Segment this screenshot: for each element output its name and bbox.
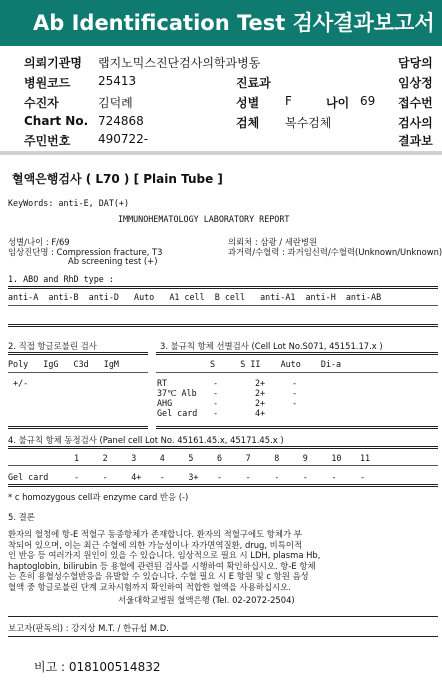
divider [156,372,438,373]
requester: 의뢰처 : 삼광 / 세란병원 [228,237,318,247]
sec5-title: 5. 결론 [8,512,35,522]
sec3-header: S S II Auto Di-a [210,359,342,369]
conclusion-line: 혈액 중 항글로불린 단계 교차시험까지 확인하여 적합한 혈액을 사용하십시오. [8,581,291,592]
conclusion-line: 는 흔히 용혈성수혈반응을 유발할 수 있습니다. 수혈 필요 시 E 항원 및 c 항원 음성 [8,571,309,581]
sec3-cell: - [292,398,298,408]
sec1-header: anti-A anti-B anti-D Auto A1 cell B cell anti-A1 anti-H anti-AB [8,292,382,302]
value-age: 69 [360,94,376,108]
sec4-value: 3+ [188,472,199,482]
sec3-cell: - [292,378,298,388]
sec3-cell: - [213,378,219,388]
divider [8,305,438,306]
sec4-col-header: 5 [188,453,194,463]
conclusion-line: haptoglobin, bilirubin 등 용혈에 관련된 검사를 시행하여 확인하십시오. 항-E 항체 [8,560,316,571]
sec4-col-header: 11 [360,453,371,463]
sec4-value: - [331,472,337,482]
diagnosis-extra: Ab screening test (+) [68,256,158,266]
sec3-cell: Gel card [157,408,198,418]
sec4-value: - [102,472,108,482]
divider [8,446,438,449]
sec4-col-header: 7 [245,453,251,463]
sec3-cell: - [213,408,219,418]
sec4-value: - [302,472,308,482]
divider [8,372,148,373]
label-department: 진료과 [236,76,271,90]
sec4-title: 4. 불규칙 항체 동정검사 (Panel cell Lot No. 45161.45.x, 45171.45.x ) [8,435,284,445]
reporter: 보고자(판독의) : 강지상 M.T. / 한규섭 M.D. [8,623,169,633]
sec4-value: - [274,472,280,482]
divider [8,636,438,637]
sec3-cell: RT [157,378,168,388]
divider [8,352,148,355]
label-hospital-code: 병원코드 [24,76,71,90]
remarks: 비고 : 018100514832 [34,660,161,674]
sec3-cell: - [213,388,219,398]
value-hospital-code: 25413 [98,74,137,88]
value-institution: 랩지노믹스진단검사의학과병동 [98,56,261,70]
sec4-value: - [360,472,366,482]
conclusion-line: 착되어 있으며, 이는 최근 수혈에 의한 가능성이나 자가면역질환, drug, 비특이적 [8,539,303,550]
label-physician: 담당의 [398,56,433,70]
lab-report-title: IMMUNOHEMATOLOGY LABORATORY REPORT [118,214,290,224]
label-sex: 성별 [236,96,260,110]
label-age: 나이 [326,96,350,110]
label-specimen: 검체 [236,116,260,130]
sec3-cell: 4+ [255,408,266,418]
sec4-row-label: Gel card [8,472,49,482]
sec3-cell: 2+ [255,388,266,398]
value-sex: F [285,94,292,108]
label-result-report: 결과보 [398,134,433,148]
sec4-col-header: 2 [102,453,108,463]
divider [8,286,438,289]
sec4-col-header: 8 [274,453,280,463]
sec4-note: * c homozygous cell과 enzyme card 반응 (-) [8,492,189,502]
label-chart-no: Chart No. [24,114,89,128]
label-clinical: 임상정 [398,76,433,90]
sec4-value: - [245,472,251,482]
divider [8,616,438,617]
transfusion-history: 과거력/수혈력 : 과거임신력/수혈력(Unknown/Unknown) [228,247,442,257]
value-specimen: 복수검체 [285,116,332,130]
divider [156,426,438,429]
sec3-title: 3. 불규칙 항체 선별검사 (Cell Lot No.S071, 45151.17.x ) [160,341,383,351]
keywords: KeyWords: anti-E, DAT(+) [8,198,130,208]
divider [8,426,148,429]
value-chart-no: 724868 [98,114,144,128]
sec1-title: 1. ABO and RhD type : [8,274,114,284]
conclusion-line: 인 반응 등 여러가지 원인이 있을 수 있습니다. 임상적으로 필요 시 LDH, plasma Hb, [8,550,321,560]
sec2-values: +/- [8,378,29,388]
divider [156,352,438,355]
sec3-cell: 2+ [255,378,266,388]
label-examiner: 검사의 [398,116,433,130]
divider [8,465,438,466]
sec2-header: Poly IgG C3d IgM [8,359,119,369]
sec4-col-header: 6 [217,453,223,463]
sec4-value: - [74,472,80,482]
sec4-value: 4+ [131,472,142,482]
value-patient: 김덕례 [98,96,133,110]
patient-header [0,46,442,150]
sec4-col-header: 3 [131,453,137,463]
hospital-contact: 서울대학교병원 혈액은행 (Tel. 02-2072-2504) [118,595,295,605]
sec3-cell: 37℃ Alb [157,388,197,398]
report-banner: Ab Identification Test 검사결과보고서 [0,0,442,46]
header-separator [0,151,442,155]
sec3-cell: - [292,388,298,398]
divider [8,484,438,487]
sec4-value: - [217,472,223,482]
sec3-cell: AHG [157,398,173,408]
conclusion-line: 환자의 혈청에 항-E 적혈구 동종항체가 존재합니다. 환자의 적혈구에도 항체가 부 [8,529,302,539]
sex-age: 성별/나이 : F/69 [8,237,70,247]
sec3-cell: - [213,398,219,408]
label-institution: 의뢰기관명 [24,56,82,70]
label-receipt: 접수번 [398,96,433,110]
scanned-report [0,156,442,695]
value-resident-no: 490722- [98,132,149,146]
sec4-col-header: 10 [331,453,342,463]
sec4-col-header: 9 [302,453,308,463]
label-resident-no: 주민번호 [24,134,71,148]
report-title: 혈액은행검사 ( L70 ) [ Plain Tube ] [12,172,223,186]
sec4-col-header: 4 [159,453,165,463]
label-patient: 수진자 [24,96,59,110]
sec2-title: 2. 직접 항글로불린 검사 [8,341,97,351]
sec3-cell: 2+ [255,398,266,408]
sec4-value: - [159,472,165,482]
divider [8,324,438,327]
clinical-diagnosis: 임상진단명 : Compression fracture, T3 [8,247,163,257]
sec4-col-header: 1 [74,453,80,463]
